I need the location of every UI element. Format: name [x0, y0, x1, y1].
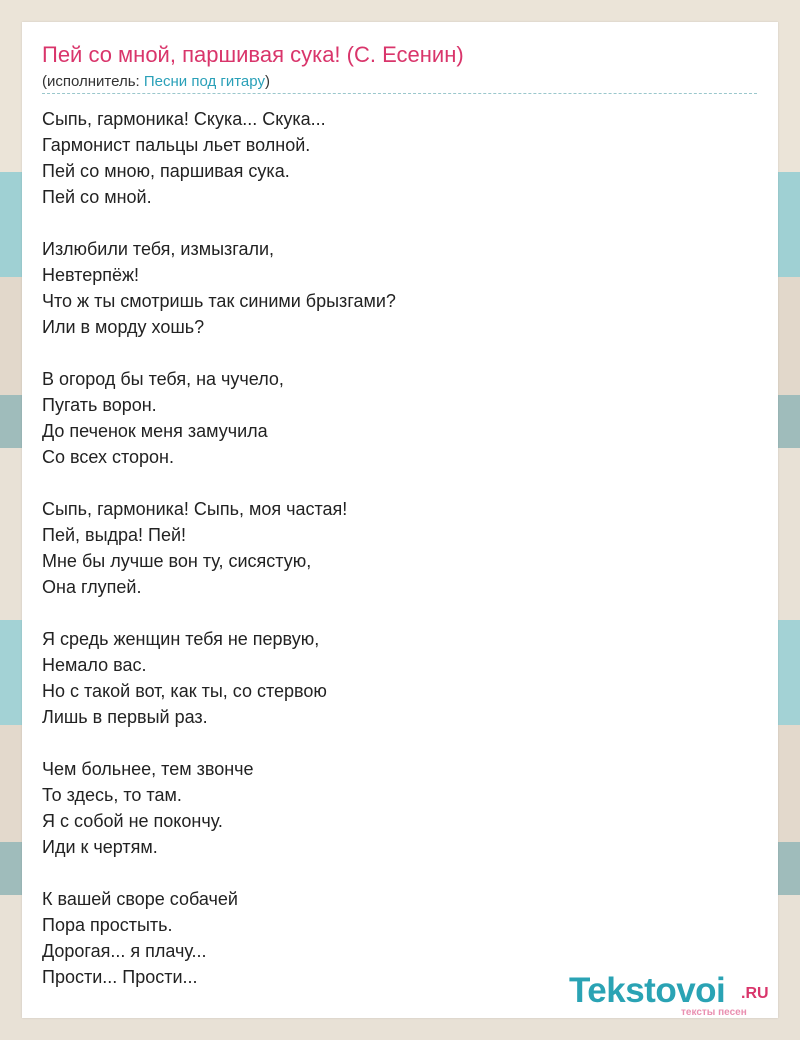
logo-domain: .RU [741, 985, 769, 1002]
lyrics-stanza [42, 756, 742, 860]
lyrics-line: До печенок меня замучила [42, 421, 268, 441]
lyrics-line: Что ж ты смотришь так синими брызгами? [42, 291, 396, 311]
lyrics-line: Прости... Прости... [42, 967, 198, 987]
lyrics-line: Излюбили тебя, измызгали, [42, 239, 275, 259]
lyrics-line: Пей со мною, паршивая сука. [42, 161, 290, 181]
lyrics-line: Я средь женщин тебя не первую, [42, 629, 320, 649]
content-card [22, 22, 778, 1018]
lyrics-stanza [42, 496, 742, 600]
lyrics-stanza [42, 626, 742, 730]
logo-tagline: тексты песен [681, 1007, 747, 1018]
title-divider [42, 93, 757, 94]
lyrics-line: Чем больнее, тем звонче [42, 759, 254, 779]
page-title: Пей со мной, паршивая сука! (С. Есенин) [42, 42, 464, 67]
artist-suffix: ) [264, 73, 270, 90]
logo-wordmark: Tekstovoi [569, 971, 726, 1010]
lyrics-line: Пугать ворон. [42, 395, 157, 415]
lyrics-line: Иди к чертям. [42, 837, 158, 857]
lyrics-line: Мне бы лучше вон ту, сисястую, [42, 551, 312, 571]
lyrics-line: Но с такой вот, как ты, со стервою [42, 681, 327, 701]
lyrics-line: Немало вас. [42, 655, 147, 675]
lyrics-line: Пора простыть. [42, 915, 173, 935]
lyrics-line: Гармонист пальцы льет волной. [42, 135, 311, 155]
lyrics-line: Сыпь, гармоника! Скука... Скука... [42, 109, 326, 129]
lyrics-line: Пей со мной. [42, 187, 152, 207]
lyrics-line: Я с собой не покончу. [42, 811, 223, 831]
lyrics-line: В огород бы тебя, на чучело, [42, 369, 284, 389]
lyrics-line: Невтерпёж! [42, 265, 140, 285]
lyrics-stanza [42, 366, 742, 470]
artist-prefix: (исполнитель: [42, 73, 144, 90]
lyrics-line: Лишь в первый раз. [42, 707, 208, 727]
lyrics-line: То здесь, то там. [42, 785, 182, 805]
lyrics-line: К вашей своре собачей [42, 889, 238, 909]
lyrics-line: Пей, выдра! Пей! [42, 525, 187, 545]
lyrics-line: Или в морду хошь? [42, 317, 205, 337]
lyrics-text [42, 106, 742, 1016]
lyrics-line: Сыпь, гармоника! Сыпь, моя частая! [42, 499, 348, 519]
artist-link[interactable]: Песни под гитару [143, 73, 265, 90]
lyrics-stanza [42, 106, 742, 210]
lyrics-stanza [42, 236, 742, 340]
site-logo[interactable] [569, 971, 779, 1019]
artist-line [42, 73, 270, 90]
lyrics-line: Дорогая... я плачу... [42, 941, 207, 961]
lyrics-line: Она глупей. [42, 577, 142, 597]
lyrics-line: Со всех сторон. [42, 447, 175, 467]
